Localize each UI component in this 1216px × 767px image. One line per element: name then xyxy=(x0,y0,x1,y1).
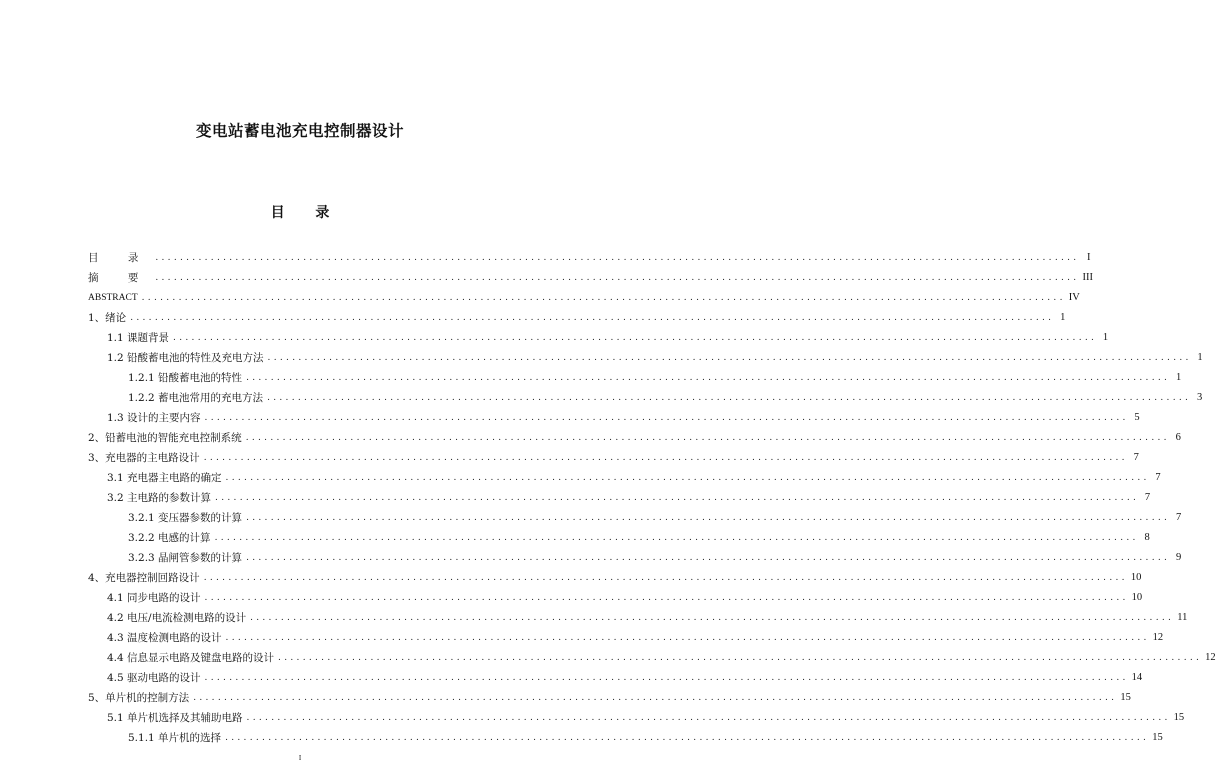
toc-entry-label: 摘 要 xyxy=(88,272,152,284)
toc-entry-label: 4.2 电压/电流检测电路的设计 xyxy=(107,612,247,624)
dot-leader: ...................................................................................................................................................... xyxy=(246,713,1171,723)
toc-entry-label: 1.1 课题背景 xyxy=(107,332,170,344)
toc-entry-chapter-5[interactable] xyxy=(88,685,1131,705)
dot-leader: ...................................................................................................................................................... xyxy=(155,273,1080,283)
toc-entry-page: IV xyxy=(1068,292,1080,303)
dot-leader: ...................................................................................................................................................... xyxy=(204,673,1129,683)
toc-entry-page: III xyxy=(1082,272,1093,283)
toc-entry-label: 3、充电器的主电路设计 xyxy=(88,452,200,464)
toc-entry-section-4-2[interactable] xyxy=(88,605,1188,625)
toc-entry-page: 12 xyxy=(1205,652,1216,663)
toc-entry-page: 3 xyxy=(1196,392,1203,403)
toc-entry-label: 4.3 温度检测电路的设计 xyxy=(107,632,222,644)
toc-entry-label: 1.3 设计的主要内容 xyxy=(107,412,201,424)
toc-entry-section-3-2-2[interactable] xyxy=(88,525,1150,545)
toc-entry-contents[interactable] xyxy=(88,245,1091,265)
toc-entry-page: 7 xyxy=(1155,472,1161,483)
toc-entry-label: 1、绪论 xyxy=(88,312,127,324)
toc-entry-page: 15 xyxy=(1173,712,1185,723)
toc-entry-page: 1 xyxy=(1175,372,1182,383)
toc-entry-label: 4.4 信息显示电路及键盘电路的设计 xyxy=(107,652,275,664)
toc-entry-chapter-3[interactable] xyxy=(88,445,1139,465)
dot-leader: ...................................................................................................................................................... xyxy=(203,453,1128,463)
toc-entry-page: 10 xyxy=(1131,592,1143,603)
dot-leader: ...................................................................................................................................................... xyxy=(214,533,1139,543)
dot-leader: ...................................................................................................................................................... xyxy=(204,413,1129,423)
toc-entry-section-3-2-3[interactable] xyxy=(88,545,1182,565)
dot-leader: ...................................................................................................................................................... xyxy=(225,633,1150,643)
dot-leader: ...................................................................................................................................................... xyxy=(246,553,1171,563)
toc-entry-section-4-4[interactable] xyxy=(88,645,1216,665)
dot-leader: ...................................................................................................................................................... xyxy=(225,473,1150,483)
toc-entry-page: I xyxy=(1086,252,1091,263)
toc-entry-label: 1.2 铅酸蓄电池的特性及充电方法 xyxy=(107,352,264,364)
toc-entry-section-3-2[interactable] xyxy=(88,485,1151,505)
toc-entry-label: 3.2.3 晶闸管参数的计算 xyxy=(128,552,243,564)
toc-entry-page: 7 xyxy=(1144,492,1151,503)
toc-entry-section-1-2[interactable] xyxy=(88,345,1203,365)
toc-entry-label: 4.1 同步电路的设计 xyxy=(107,592,201,604)
toc-entry-label: 3.2.1 变压器参数的计算 xyxy=(128,512,243,524)
toc-entry-section-4-3[interactable] xyxy=(88,625,1164,645)
toc-entry-section-4-1[interactable] xyxy=(88,585,1143,605)
toc-entry-section-3-2-1[interactable] xyxy=(88,505,1182,525)
toc-entry-section-1-2-1[interactable] xyxy=(88,365,1182,385)
toc-entry-chapter-4[interactable] xyxy=(88,565,1142,585)
toc-entry-section-3-1[interactable] xyxy=(88,465,1161,485)
dot-leader: ...................................................................................................................................................... xyxy=(245,433,1170,443)
toc-entry-label: 5.1.1 单片机的选择 xyxy=(128,732,222,744)
toc-heading: 目 录 xyxy=(270,205,343,221)
dot-leader: ...................................................................................................................................................... xyxy=(203,573,1128,583)
toc-entry-chapter-2[interactable] xyxy=(88,425,1181,445)
toc-entry-label: 目 录 xyxy=(88,252,152,264)
toc-entry-abstract-cn[interactable] xyxy=(88,265,1093,285)
toc-entry-section-5-1[interactable] xyxy=(88,705,1185,725)
toc-entry-page: 8 xyxy=(1144,532,1150,543)
toc-entry-label: 1.2.2 蓄电池常用的充电方法 xyxy=(128,392,264,404)
dot-leader: ...................................................................................................................................................... xyxy=(204,593,1129,603)
toc-entry-section-1-3[interactable] xyxy=(88,405,1140,425)
toc-entry-section-4-5[interactable] xyxy=(88,665,1143,685)
toc-entry-section-1-2-2[interactable] xyxy=(88,385,1203,405)
dot-leader: ...................................................................................................................................................... xyxy=(250,613,1175,623)
toc-entry-abstract-en[interactable] xyxy=(88,285,1080,305)
toc-entry-chapter-1[interactable] xyxy=(88,305,1066,325)
dot-leader: ...................................................................................................................................................... xyxy=(141,293,1066,303)
page-number: I xyxy=(298,754,302,762)
toc-entry-page: 1 xyxy=(1102,332,1109,343)
dot-leader: ...................................................................................................................................................... xyxy=(246,373,1171,383)
toc-entry-label: 2、铅蓄电池的智能充电控制系统 xyxy=(88,432,242,444)
dot-leader: ...................................................................................................................................................... xyxy=(215,493,1140,503)
toc-entry-label: 1.2.1 铅酸蓄电池的特性 xyxy=(128,372,243,384)
toc-entry-page: 10 xyxy=(1130,572,1142,583)
toc-entry-page: 1 xyxy=(1197,352,1203,363)
toc-entry-page: 7 xyxy=(1175,512,1182,523)
table-of-contents xyxy=(88,245,1216,745)
dot-leader: ...................................................................................................................................................... xyxy=(155,253,1080,263)
toc-entry-label: 4、充电器控制回路设计 xyxy=(88,572,200,584)
toc-entry-page: 9 xyxy=(1175,552,1182,563)
toc-entry-label: 3.1 充电器主电路的确定 xyxy=(107,472,222,484)
toc-entry-label: ABSTRACT xyxy=(88,293,138,303)
dot-leader: ...................................................................................................................................................... xyxy=(246,513,1171,523)
dot-leader: ...................................................................................................................................................... xyxy=(130,313,1055,323)
toc-entry-page: 1 xyxy=(1060,312,1066,323)
toc-entry-label: 5.1 单片机选择及其辅助电路 xyxy=(107,712,243,724)
toc-entry-label: 3.2.2 电感的计算 xyxy=(128,532,211,544)
toc-entry-section-5-1-1[interactable] xyxy=(88,725,1163,745)
toc-entry-page: 12 xyxy=(1152,632,1164,643)
toc-entry-page: 7 xyxy=(1133,452,1139,463)
dot-leader: ...................................................................................................................................................... xyxy=(225,733,1150,743)
toc-entry-page: 11 xyxy=(1177,612,1188,623)
toc-entry-label: 5、单片机的控制方法 xyxy=(88,692,190,704)
dot-leader: ...................................................................................................................................................... xyxy=(267,353,1192,363)
document-title: 变电站蓄电池充电控制器设计 xyxy=(195,121,404,140)
toc-entry-page: 6 xyxy=(1175,432,1181,443)
dot-leader: ...................................................................................................................................................... xyxy=(193,693,1118,703)
toc-entry-label: 3.2 主电路的参数计算 xyxy=(107,492,212,504)
toc-entry-page: 15 xyxy=(1152,732,1163,743)
toc-entry-page: 5 xyxy=(1134,412,1140,423)
dot-leader: ...................................................................................................................................................... xyxy=(267,393,1192,403)
toc-entry-section-1-1[interactable] xyxy=(88,325,1109,345)
toc-entry-label: 4.5 驱动电路的设计 xyxy=(107,672,201,684)
dot-leader: ...................................................................................................................................................... xyxy=(278,653,1203,663)
dot-leader: ...................................................................................................................................................... xyxy=(173,333,1098,343)
toc-entry-page: 14 xyxy=(1131,672,1143,683)
toc-entry-page: 15 xyxy=(1120,692,1131,703)
